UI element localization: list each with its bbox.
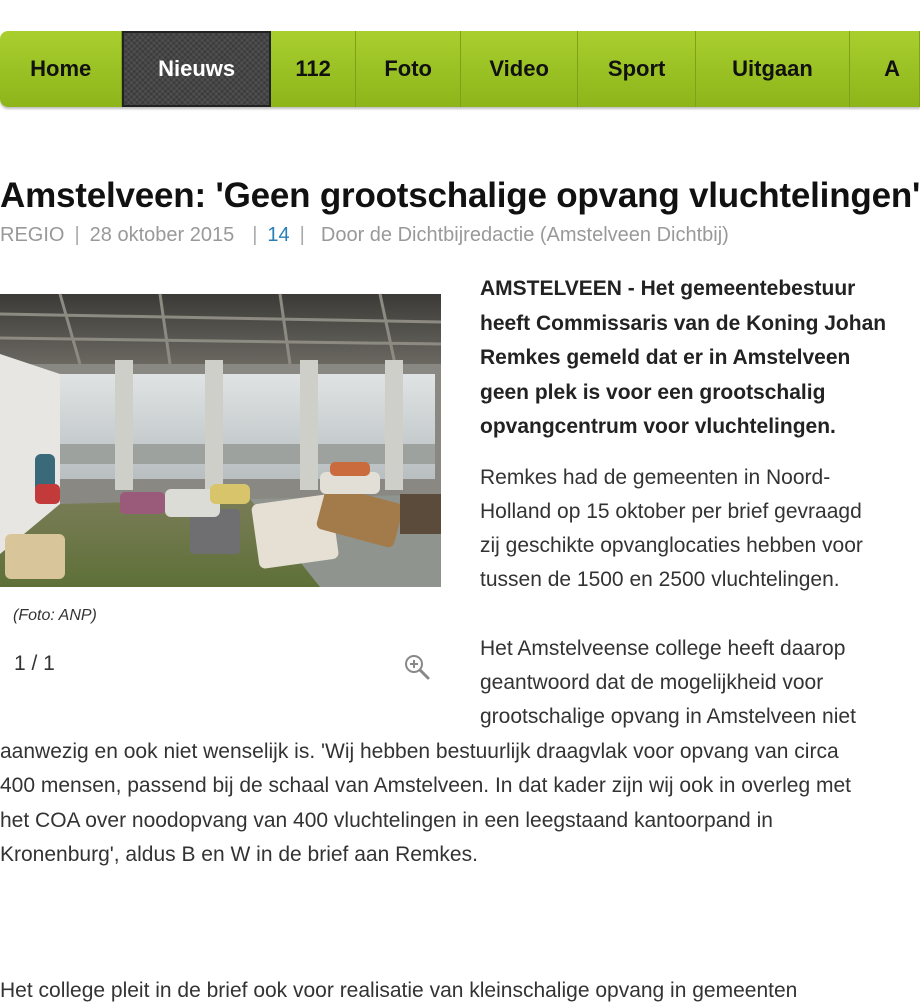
article-title: Amstelveen: 'Geen grootschalige opvang vluchtelingen' [0,176,920,215]
article-section[interactable]: REGIO [0,224,65,246]
nav-item-112[interactable]: 112 [271,31,357,107]
paragraph-line: aanwezig en ook niet wenselijk is. 'Wij hebben bestuurlijk draagvlak voor opvang van circa [0,740,839,763]
meta-separator: | [252,224,258,246]
article-photo[interactable] [0,294,441,587]
paragraph-line: Het Amstelveense college heeft daarop [480,637,846,660]
main-navigation [0,31,920,107]
paragraph-line: grootschalige opvang in Amstelveen niet [480,705,856,728]
paragraph-line: Kronenburg', aldus B en W in de brief aan Remkes. [0,843,478,866]
photo-caption: (Foto: ANP) [13,607,97,624]
nav-item-foto[interactable]: Foto [356,31,461,107]
paragraph-line: Holland op 15 oktober per brief gevraagd [480,500,862,523]
lead-line: AMSTELVEEN - Het gemeentebestuur [480,277,856,300]
article-meta [0,224,729,247]
paragraph-line: tussen de 1500 en 2500 vluchtelingen. [480,568,840,591]
zoom-in-icon[interactable] [403,653,431,681]
nav-item-video[interactable]: Video [461,31,578,107]
paragraph-line: geantwoord dat de mogelijkheid voor [480,671,824,694]
lead-line: geen plek is voor een grootschalig [480,380,826,404]
photo-counter: 1 / 1 [14,652,55,675]
meta-separator: | [74,224,80,246]
article-lead [480,272,920,445]
article-date: 28 oktober 2015 [89,224,235,246]
paragraph-line: 400 mensen, passend bij de schaal van Amstelveen. In dat kader zijn wij ook in overleg met [0,774,851,797]
meta-separator: | [299,224,305,246]
paragraph-line: zij geschikte opvanglocaties hebben voor [480,534,863,557]
lead-line: opvangcentrum voor vluchtelingen. [480,415,836,438]
nav-item-uitgaan[interactable]: Uitgaan [696,31,850,107]
lead-line: heeft Commissaris van de Koning Johan [480,311,887,335]
nav-item-home[interactable]: Home [0,31,122,107]
nav-item-more[interactable]: A [850,31,920,107]
article-photo-image [0,294,441,587]
article-author: Door de Dichtbijredactie (Amstelveen Dichtbij) [320,224,729,246]
paragraph-line: Het college pleit in de brief ook voor realisatie van kleinschalige opvang in gemeenten [0,979,798,1002]
comment-count[interactable]: 14 [267,224,290,246]
nav-item-nieuws[interactable]: Nieuws [122,31,270,107]
paragraph-line: Remkes had de gemeenten in Noord- [480,466,831,489]
paragraph-line: het COA over noodopvang van 400 vluchtelingen in een leegstaand kantoorpand in [0,809,773,832]
lead-line: Remkes gemeld dat er in Amstelveen [480,346,851,369]
nav-item-sport[interactable]: Sport [578,31,695,107]
